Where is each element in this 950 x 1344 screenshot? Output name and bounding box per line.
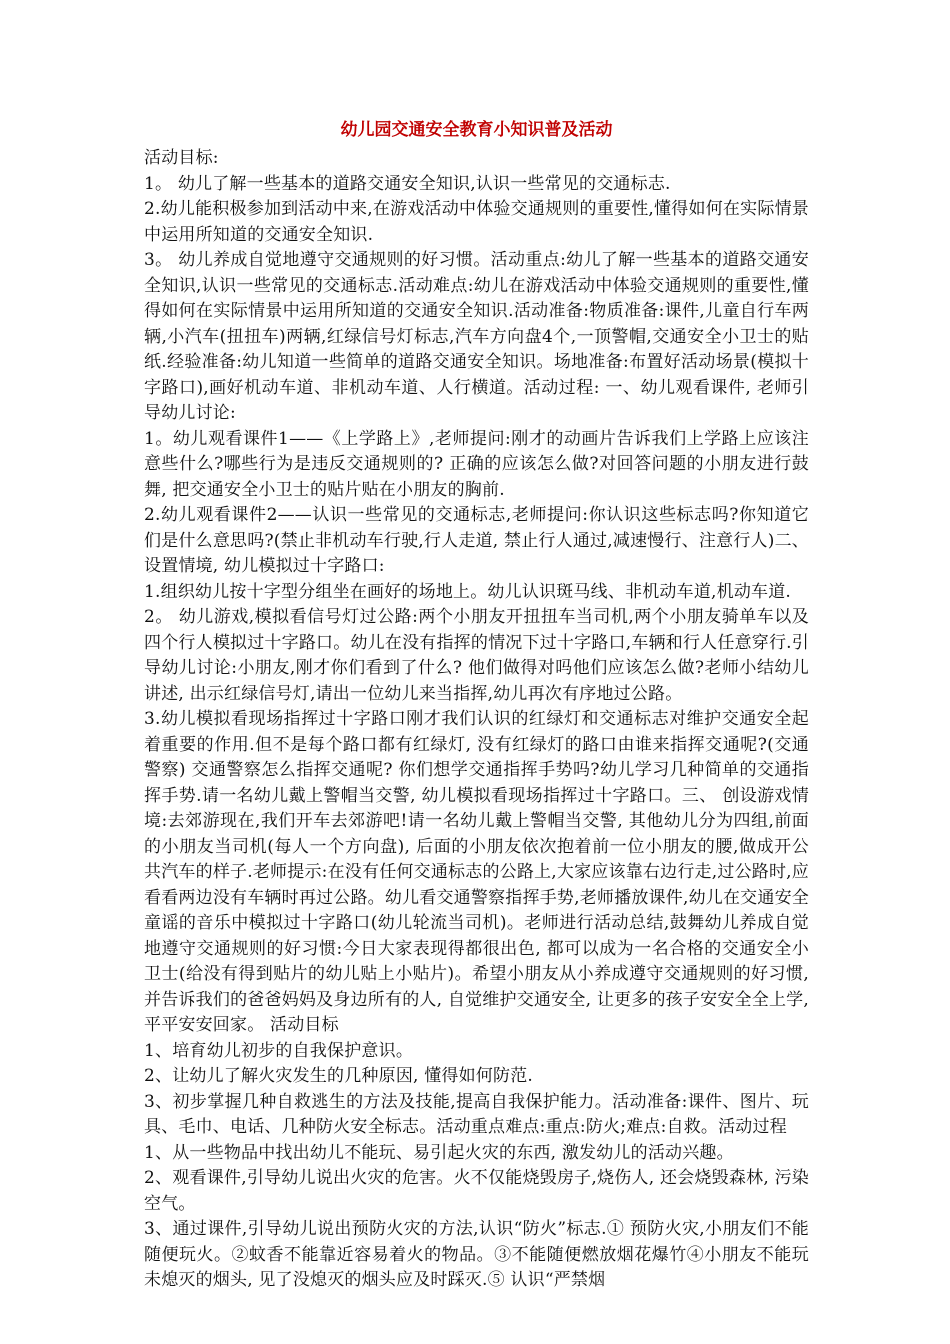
document-title: 幼儿园交通安全教育小知识普及活动	[340, 120, 613, 140]
paragraph-fire-goal-1: 1、培育幼儿初步的自我保护意识。	[144, 1040, 414, 1061]
paragraph-courseware-2: 2.幼儿观看课件2——认识一些常见的交通标志,老师提问:你认识这些标志吗?你知道它们是什么意思吗?(禁止非机动车行驶,行人走道, 禁止行人通过,减速慢行、注意行人)二、设置情境, 幼儿模拟过十字路口:	[144, 505, 809, 576]
paragraph-fire-step-2: 2、观看课件,引导幼儿说出火灾的危害。火不仅能烧毁房子,烧伤人, 还会烧毁森林, 污染空气。	[144, 1168, 809, 1214]
paragraph-fire-goal-2: 2、让幼儿了解火灾发生的几种原因, 懂得如何防范.	[144, 1066, 534, 1086]
paragraph-crossroad-1: 1.组织幼儿按十字型分组坐在画好的场地上。幼儿认识斑马线、非机动车道,机动车道.	[144, 581, 792, 602]
paragraph-goal-3-preparation: 3。 幼儿养成自觉地遵守交通规则的好习惯。活动重点:幼儿了解一些基本的道路交通安全知识,认识一些常见的交通标志.活动难点:幼儿在游戏活动中体验交通规则的重要性,懂得如何在实际情景中运用所知道的交通安全知识.活动准备:物质准备:课件,儿童自行车两辆,小汽车(扭扭车)两辆,红绿信号灯标志,汽车方向盘4个,一顶警帽,交通安全小卫士的贴纸.经验准备:幼儿知道一些简单的道路交通安全知识。场地准备:布置好活动场景(模拟十字路口),画好机动车道、非机动车道、人行横道。活动过程: 一、幼儿观看课件, 老师引导幼儿讨论:	[144, 250, 809, 423]
paragraph-crossroad-3: 3.幼儿模拟看现场指挥过十字路口刚才我们认识的红绿灯和交通标志对维护交通安全起着重要的作用.但不是每个路口都有红绿灯, 没有红绿灯的路口由谁来指挥交通呢?(交通警察) 交通警察怎么指挥交通呢? 你们想学交通指挥手势吗?幼儿学习几种简单的交通指挥手势.请一名幼儿戴上警帽当交警, 幼儿模拟看现场指挥过十字路口。三、 创设游戏情境:去郊游现在,我们开车去郊游吧!请一名幼儿戴上警帽当交警, 其他幼儿分为四组,前面的小朋友当司机(每人一个方向盘), 后面的小朋友依次抱着前一位小朋友的腰,做成开公共汽车的样子.老师提示:在没有任何交通标志的公路上,大家应该靠右边行走,过公路时,应看看两边没有车辆时再过公路。幼儿看交通警察指挥手势,老师播放课件,幼儿在交通安全童谣的音乐中模拟过十字路口(幼儿轮流当司机)。老师进行活动总结,鼓舞幼儿养成自觉地遵守交通规则的好习惯:今日大家表现得都很出色, 都可以成为一名合格的交通安全小卫士(给没有得到贴片的幼儿贴上小贴片)。希望小朋友从小养成遵守交通规则的好习惯,并告诉我们的爸爸妈妈及身边所有的人, 自觉维护交通安全, 让更多的孩子安安全全上学,平平安安回家。 活动目标	[144, 709, 809, 1035]
paragraph-fire-step-1: 1、从一些物品中找出幼儿不能玩、易引起火灾的东西, 激发幼儿的活动兴趣。	[144, 1142, 734, 1163]
paragraph-goal-1: 1。 幼儿了解一些基本的道路交通安全知识,认识一些常见的交通标志.	[144, 173, 671, 194]
document-page	[144, 118, 809, 1294]
paragraph-fire-goal-3: 3、初步掌握几种自救逃生的方法及技能,提高自我保护能力。活动准备:课件、图片、玩具、毛巾、电话、几种防火安全标志。活动重点难点:重点:防火;难点:自救。活动过程	[144, 1091, 809, 1137]
paragraph-goals-heading: 活动目标:	[144, 148, 219, 168]
paragraph-fire-step-3: 3、通过课件,引导幼儿说出预防火灾的方法,认识“防火”标志.① 预防火灾,小朋友们不能随便玩火。②蚊香不能靠近容易着火的物品。③不能随便燃放烟花爆竹④小朋友不能玩未熄灭的烟头, 见了没熄灭的烟头应及时踩灭.⑤ 认识“严禁烟	[144, 1219, 809, 1290]
paragraph-crossroad-2: 2。 幼儿游戏,模拟看信号灯过公路:两个小朋友开扭扭车当司机,两个小朋友骑单车以及四个行人模拟过十字路口。幼儿在没有指挥的情况下过十字路口,车辆和行人任意穿行.引导幼儿讨论:小朋友,刚才你们看到了什么? 他们做得对吗他们应该怎么做?老师小结幼儿讲述, 出示红绿信号灯,请出一位幼儿来当指挥,幼儿再次有序地过公路。	[144, 607, 809, 704]
paragraph-goal-2: 2.幼儿能积极参加到活动中来,在游戏活动中体验交通规则的重要性,懂得如何在实际情景中运用所知道的交通安全知识.	[144, 199, 809, 245]
paragraph-courseware-1: 1。幼儿观看课件1——《上学路上》,老师提问:刚才的动画片告诉我们上学路上应该注意些什么?哪些行为是违反交通规则的? 正确的应该怎么做?对回答问题的小朋友进行鼓舞, 把交通安全小卫士的贴片贴在小朋友的胸前.	[144, 428, 809, 500]
